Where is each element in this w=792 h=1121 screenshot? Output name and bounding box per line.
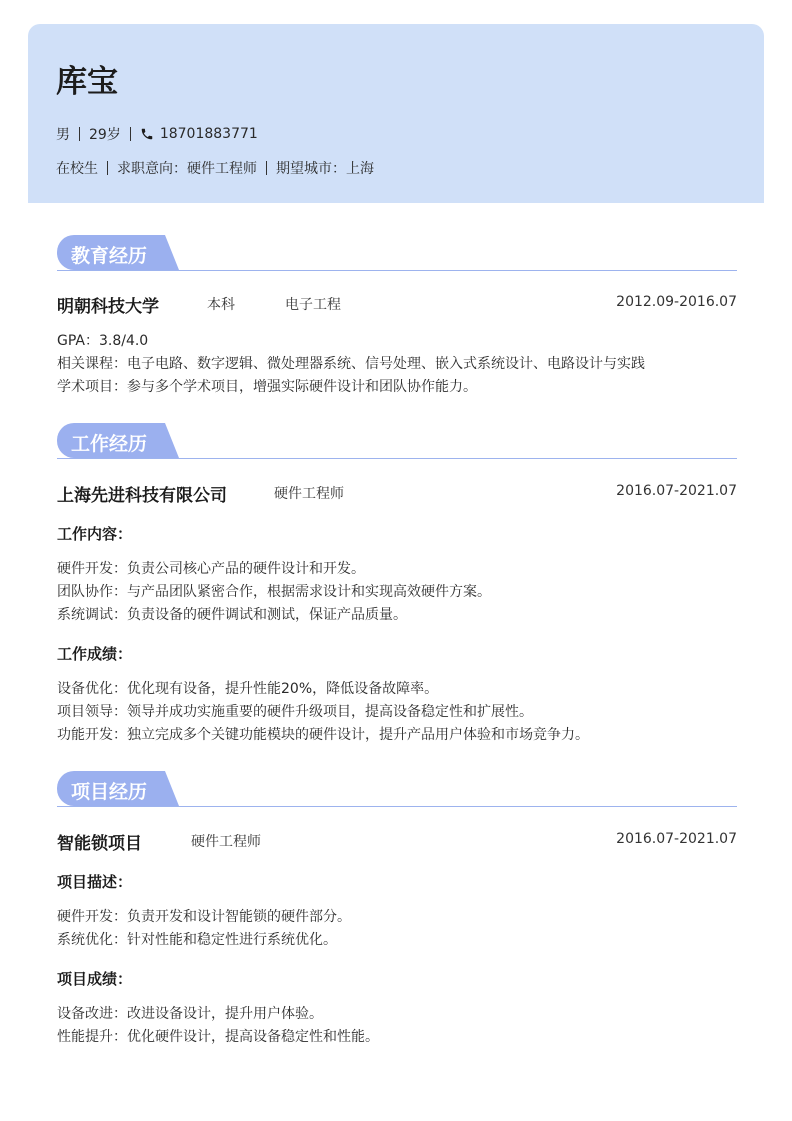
project-section-heading bbox=[57, 771, 737, 807]
project-desc-title: 项目描述： bbox=[57, 873, 133, 891]
project-desc-line: 系统优化：针对性能和稳定性进行系统优化。 bbox=[57, 932, 337, 948]
phone-icon bbox=[140, 127, 154, 141]
candidate-name: 库宝 bbox=[56, 64, 118, 100]
status: 在校生 bbox=[56, 161, 98, 177]
separator bbox=[107, 161, 108, 175]
separator bbox=[79, 127, 80, 141]
age: 29岁 bbox=[89, 127, 121, 143]
major: 电子工程 bbox=[285, 297, 341, 313]
project-result-line: 性能提升：优化硬件设计，提高设备稳定性和性能。 bbox=[57, 1029, 379, 1045]
job-intent: 求职意向：硬件工程师 bbox=[117, 161, 257, 177]
project-result-line: 设备改进：改进设备设计，提升用户体验。 bbox=[57, 1006, 323, 1022]
work-content-line: 硬件开发：负责公司核心产品的硬件设计和开发。 bbox=[57, 561, 365, 577]
section-title: 工作经历 bbox=[71, 433, 148, 455]
project-title-row bbox=[57, 829, 737, 853]
education-date: 2012.09-2016.07 bbox=[616, 294, 737, 310]
phone-number: 18701883771 bbox=[159, 126, 258, 142]
work-content-title: 工作内容： bbox=[57, 525, 133, 543]
work-results-title: 工作成绩： bbox=[57, 645, 133, 663]
education-line: 学术项目：参与多个学术项目，增强实际硬件设计和团队协作能力。 bbox=[57, 379, 477, 395]
project-desc-line: 硬件开发：负责开发和设计智能锁的硬件部分。 bbox=[57, 909, 351, 925]
project-role: 硬件工程师 bbox=[191, 834, 261, 850]
work-content-line: 系统调试：负责设备的硬件调试和测试，保证产品质量。 bbox=[57, 607, 407, 623]
education-line: 相关课程：电子电路、数字逻辑、微处理器系统、信号处理、嵌入式系统设计、电路设计与实践 bbox=[57, 356, 645, 372]
company-name: 上海先进科技有限公司 bbox=[57, 486, 227, 506]
section-divider bbox=[57, 806, 737, 807]
work-result-line: 功能开发：独立完成多个关键功能模块的硬件设计，提升产品用户体验和市场竞争力。 bbox=[57, 727, 589, 743]
intent-info-row bbox=[56, 158, 374, 178]
profile-header bbox=[28, 24, 764, 203]
project-date: 2016.07-2021.07 bbox=[616, 831, 737, 847]
separator bbox=[266, 161, 267, 175]
education-section-heading bbox=[57, 235, 737, 271]
degree: 本科 bbox=[207, 297, 235, 313]
school-name: 明朝科技大学 bbox=[57, 297, 159, 317]
gender: 男 bbox=[56, 127, 70, 143]
basic-info-row bbox=[56, 124, 258, 144]
education-line: GPA：3.8/4.0 bbox=[57, 333, 149, 349]
section-title: 教育经历 bbox=[71, 245, 148, 267]
work-title-row bbox=[57, 481, 737, 505]
section-divider bbox=[57, 270, 737, 271]
job-role: 硬件工程师 bbox=[274, 486, 344, 502]
separator bbox=[130, 127, 131, 141]
work-section-heading bbox=[57, 423, 737, 459]
work-content-line: 团队协作：与产品团队紧密合作，根据需求设计和实现高效硬件方案。 bbox=[57, 584, 491, 600]
section-divider bbox=[57, 458, 737, 459]
work-date: 2016.07-2021.07 bbox=[616, 483, 737, 499]
work-result-line: 项目领导：领导并成功实施重要的硬件升级项目，提高设备稳定性和扩展性。 bbox=[57, 704, 533, 720]
education-title-row bbox=[57, 292, 737, 316]
project-results-title: 项目成绩： bbox=[57, 970, 133, 988]
work-result-line: 设备优化：优化现有设备，提升性能20%，降低设备故障率。 bbox=[57, 681, 439, 697]
project-name: 智能锁项目 bbox=[57, 834, 142, 854]
section-title: 项目经历 bbox=[71, 781, 148, 803]
expected-city: 期望城市：上海 bbox=[276, 161, 374, 177]
